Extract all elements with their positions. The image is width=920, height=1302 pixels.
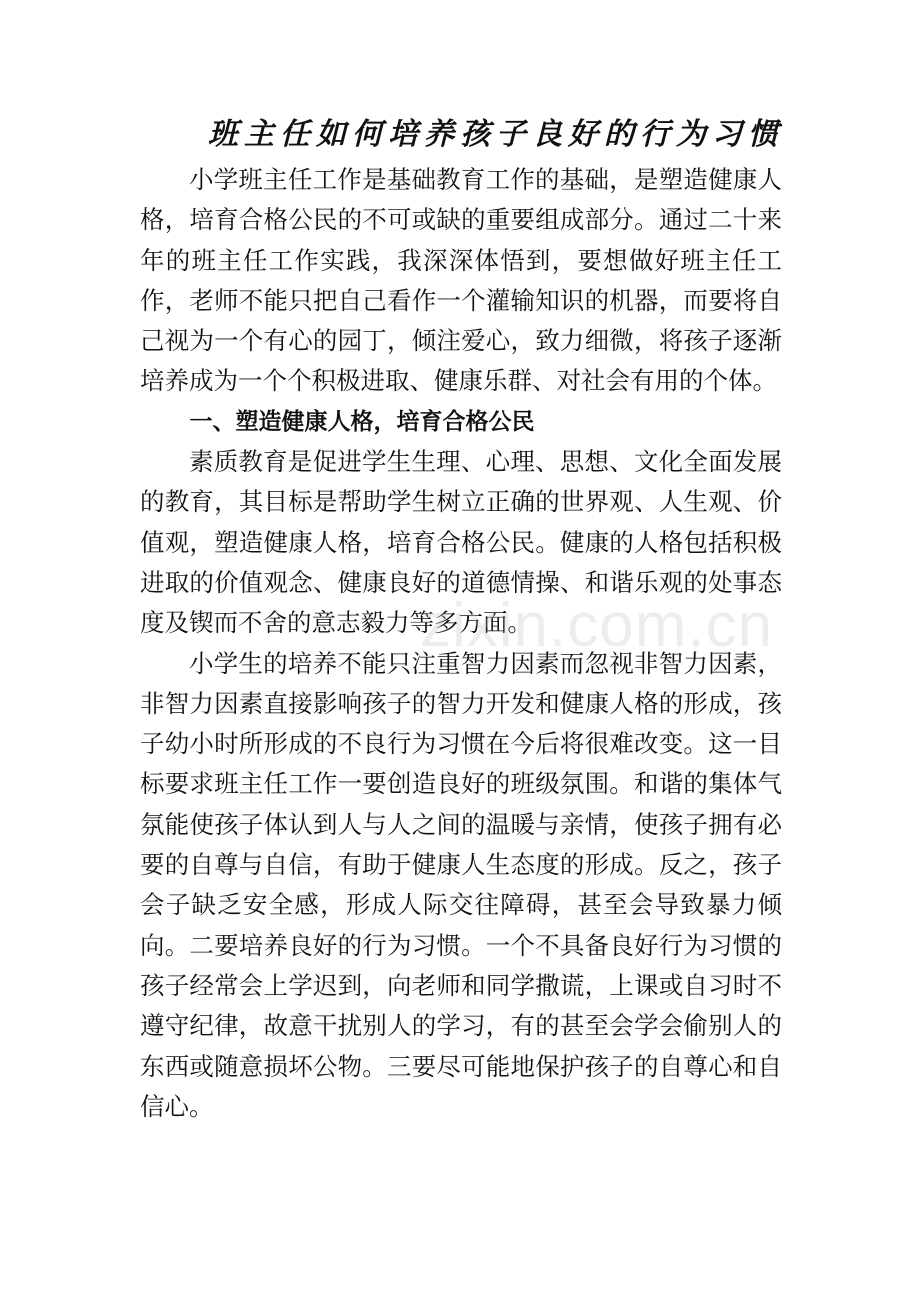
section-paragraph-2: 小学生的培养不能只注重智力因素而忽视非智力因素，非智力因素直接影响孩子的智力开发和健康人格的形成，孩子幼小时所形成的不良行为习惯在今后将很难改变。这一目标要求班主任工作一要创造良好的班级氛围。和谐的集体气氛能使孩子体认到人与人之间的温暖与亲情，使孩子拥有必要的自尊与自信，有助于健康人生态度的形成。反之，孩子会子缺乏安全感，形成人际交往障碍，甚至会导致暴力倾向。二要培养良好的行为习惯。一个不具备良好行为习惯的孩子经常会上学迟到，向老师和同学撒谎，上课或自习时不遵守纪律，故意干扰别人的学习，有的甚至会学会偷别人的东西或随意损坏公物。三要尽可能地保护孩子的自尊心和自信心。 bbox=[140, 648, 782, 1121]
intro-paragraph: 小学班主任工作是基础教育工作的基础，是塑造健康人格，培育合格公民的不可或缺的重要组成部分。通过二十来年的班主任工作实践，我深深体悟到，要想做好班主任工作，老师不能只把自己看作一个灌输知识的机器，而要将自己视为一个有心的园丁，倾注爱心，致力细微，将孩子逐渐培养成为一个个积极进取、健康乐群、对社会有用的个体。 bbox=[140, 165, 782, 396]
section-heading: 一、塑造健康人格，培育合格公民 bbox=[189, 408, 535, 435]
section-paragraph-1: 素质教育是促进学生生理、心理、思想、文化全面发展的教育，其目标是帮助学生树立正确的世界观、人生观、价值观，塑造健康人格，培育合格公民。健康的人格包括积极进取的价值观念、健康良好的道德情操、和谐乐观的处事态度及锲而不舍的意志毅力等多方面。 bbox=[140, 447, 782, 638]
document-body bbox=[140, 110, 782, 1127]
watermark: zixin.com.cn bbox=[420, 591, 774, 660]
document-title: 班主任如何培养孩子良好的行为习惯 bbox=[208, 117, 784, 152]
